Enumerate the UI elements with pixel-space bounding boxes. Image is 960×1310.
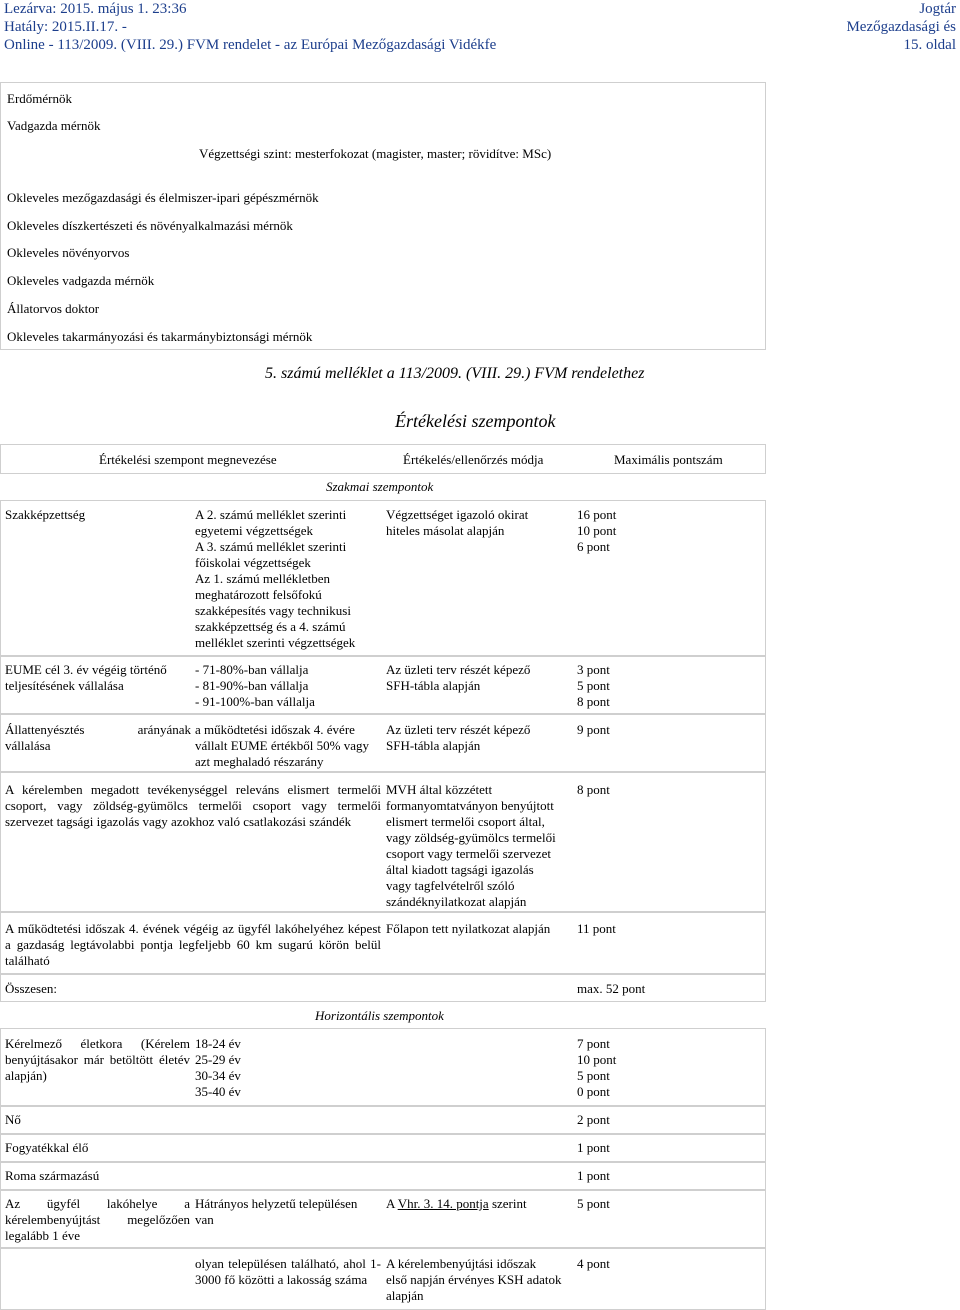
desc-line: meghatározott felsőfokú — [195, 587, 322, 602]
annex-title: 5. számú melléklet a 113/2009. (VIII. 29.) FVM rendelethez — [265, 365, 645, 382]
method-line: formanyomtatványon benyújtott — [386, 798, 554, 813]
desc-line: - 91-100%-ban vállalja — [195, 694, 315, 709]
max-points — [577, 507, 616, 555]
desc-line: a működtetési időszak 4. évére — [195, 722, 355, 737]
qualification-item: Okleveles takarmányozási és takarmánybiztonsági mérnök — [7, 329, 313, 344]
criterion-description — [195, 722, 369, 770]
header-closed-date: Lezárva: 2015. május 1. 23:36 — [4, 1, 187, 17]
table-row-border — [0, 1162, 766, 1190]
method-line: szándéknyilatkozat alapján — [386, 894, 527, 909]
method-line: által kiadott tagsági igazolás — [386, 862, 534, 877]
page-title: Értékelési szempontok — [395, 411, 556, 431]
points-line: 10 pont — [577, 1052, 617, 1067]
method-line: alapján — [386, 1288, 424, 1303]
table-row-border — [0, 1106, 766, 1134]
points-line: 8 pont — [577, 694, 610, 709]
criterion-name: Roma származású — [5, 1168, 100, 1183]
header-page-number: 15. oldal — [903, 37, 956, 53]
desc-line: melléklet szerinti végzettségek — [195, 635, 356, 650]
criterion-name: A kérelemben megadott tevékenységgel releváns elismert termelői csoport, vagy zöldség-gyümölcs termelői csoport vagy termelői szervezet tagsági igazolás vagy azokhoz való csatlakozási szándék — [5, 782, 381, 829]
degree-level-title: Végzettségi szint: mesterfokozat (magister, master; rövidítve: MSc) — [199, 146, 552, 161]
criterion-name: Fogyatékkal élő — [5, 1140, 89, 1155]
max-points: 1 pont — [577, 1168, 610, 1183]
criterion-name: Szakképzettség — [5, 507, 86, 522]
criterion-name: Kérelmező életkora (Kérelem benyújtásakor már betöltött életév alapján) — [5, 1036, 190, 1083]
qualification-item: Erdőmérnök — [7, 91, 72, 106]
desc-line: szakképzettség és a 4. számú — [195, 619, 346, 634]
max-points: 4 pont — [577, 1256, 610, 1271]
evaluation-method — [386, 1256, 561, 1304]
section-professional: Szakmai szempontok — [326, 479, 434, 494]
desc-line: azt meghaladó részarány — [195, 754, 324, 769]
points-line: 3 pont — [577, 662, 610, 677]
header-left — [4, 0, 496, 54]
max-points: 8 pont — [577, 782, 610, 797]
max-points — [577, 1036, 616, 1100]
desc-line: egyetemi végzettségek — [195, 523, 314, 538]
max-points: 11 pont — [577, 921, 616, 936]
method-line: A kérelembenyújtási időszak — [386, 1256, 537, 1271]
desc-line: 25-29 év — [195, 1052, 241, 1067]
criterion-description — [195, 1036, 241, 1100]
points-line: 5 pont — [577, 678, 610, 693]
evaluation-method: Főlapon tett nyilatkozat alapján — [386, 921, 551, 936]
method-suffix: szerint — [488, 1196, 527, 1211]
header-source: Jogtár — [919, 1, 956, 17]
desc-line: 18-24 év — [195, 1036, 241, 1051]
criterion-description — [195, 662, 315, 710]
qualification-item: Okleveles díszkertészeti és növényalkalmazási mérnök — [7, 218, 293, 233]
header-evaluation-method: Értékelés/ellenőrzés módja — [403, 452, 544, 467]
desc-line: 35-40 év — [195, 1084, 241, 1099]
criterion-name: Az ügyfél lakóhelye a kérelembenyújtást megelőzően legalább 1 éve — [5, 1196, 190, 1243]
header-validity: Hatály: 2015.II.17. - — [4, 19, 127, 35]
header-section: Mezőgazdasági és — [846, 19, 956, 35]
points-line: 7 pont — [577, 1036, 610, 1051]
max-points: 5 pont — [577, 1196, 610, 1211]
desc-line: vállalt EUME értékből 50% vagy — [195, 738, 370, 753]
method-line: hiteles másolat alapján — [386, 523, 505, 538]
method-line: vagy zöldség-gyümölcs termelői — [386, 830, 556, 845]
header-document-title: Online - 113/2009. (VIII. 29.) FVM rendelet - az Európai Mezőgazdasági Vidékfe — [4, 37, 497, 53]
table-row-border — [0, 1248, 766, 1310]
points-line: 0 pont — [577, 1084, 610, 1099]
total-label: Összesen: — [5, 981, 57, 996]
qualification-item: Vadgazda mérnök — [7, 118, 101, 133]
method-prefix: A — [386, 1196, 398, 1211]
points-line: 16 pont — [577, 507, 617, 522]
desc-line: - 71-80%-ban vállalja — [195, 662, 309, 677]
header-right — [846, 0, 956, 54]
criterion-description — [195, 507, 375, 651]
header-criterion-name: Értékelési szempont megnevezése — [99, 452, 277, 467]
max-points: 1 pont — [577, 1140, 610, 1155]
points-line: 6 pont — [577, 539, 610, 554]
qualification-item: Okleveles vadgazda mérnök — [7, 273, 155, 288]
name-line: EUME cél 3. év végéig történő — [5, 662, 167, 677]
desc-line: Az 1. számú mellékletben — [195, 571, 331, 586]
desc-line: van — [195, 1212, 214, 1227]
evaluation-method — [386, 722, 530, 754]
method-line: csoport vagy termelői szervezet — [386, 846, 551, 861]
method-line: Az üzleti terv részét képező — [386, 722, 531, 737]
method-line: első napján érvényes KSH adatok — [386, 1272, 562, 1287]
table-row-border — [0, 974, 766, 1002]
method-line: vagy tagfelvételről szóló — [386, 878, 515, 893]
desc-line: 30-34 év — [195, 1068, 241, 1083]
criterion-description: olyan településen található, ahol 1- 3000 fő közötti a lakosság száma — [195, 1256, 381, 1287]
header-max-points: Maximális pontszám — [614, 452, 723, 467]
max-points: 2 pont — [577, 1112, 610, 1127]
evaluation-method — [386, 782, 556, 910]
name-line: arányának — [137, 722, 191, 737]
method-line: Az üzleti terv részét képező — [386, 662, 531, 677]
table-row-border — [0, 1134, 766, 1162]
desc-line: főiskolai végzettségek — [195, 555, 311, 570]
criterion-description — [195, 1196, 357, 1228]
evaluation-method — [386, 1196, 527, 1212]
qualifications-box — [0, 82, 766, 350]
qualification-item: Okleveles mezőgazdasági és élelmiszer-ipari gépészmérnök — [7, 190, 319, 205]
method-line: Végzettséget igazoló okirat — [386, 507, 529, 522]
total-points: max. 52 pont — [577, 981, 646, 996]
points-line: 5 pont — [577, 1068, 610, 1083]
method-line: SFH-tábla alapján — [386, 678, 481, 693]
criterion-name: A működtetési időszak 4. évének végéig az ügyfél lakóhelyéhez képest a gazdaság legtávolabbi pontja legfeljebb 60 km sugarú körön belül található — [5, 921, 381, 968]
document-header — [0, 0, 960, 53]
max-points: 9 pont — [577, 722, 610, 737]
section-horizontal: Horizontális szempontok — [315, 1008, 444, 1023]
desc-line: A 2. számú melléklet szerinti — [195, 507, 347, 522]
method-line: MVH által közzétett — [386, 782, 493, 797]
legal-reference-link[interactable]: Vhr. 3. 14. pontja — [397, 1196, 489, 1211]
desc-line: szakképesítés vagy technikusi — [195, 603, 351, 618]
method-line: elismert termelői csoport által, — [386, 814, 545, 829]
method-line: SFH-tábla alapján — [386, 738, 481, 753]
desc-line: - 81-90%-ban vállalja — [195, 678, 309, 693]
name-line: teljesítésének vállalása — [5, 678, 124, 693]
points-line: 10 pont — [577, 523, 617, 538]
table-row-border — [0, 500, 766, 656]
criterion-name: Nő — [5, 1112, 21, 1127]
evaluation-method — [386, 662, 530, 694]
max-points — [577, 662, 610, 710]
desc-line: Hátrányos helyzetű településen — [195, 1196, 358, 1211]
qualification-item: Okleveles növényorvos — [7, 245, 130, 260]
criterion-name — [5, 662, 191, 694]
qualification-item: Állatorvos doktor — [7, 301, 100, 316]
evaluation-method — [386, 507, 571, 539]
name-line: vállalása — [5, 738, 51, 753]
name-line: Állattenyésztés — [5, 722, 85, 737]
criterion-name — [5, 722, 191, 754]
desc-line: A 3. számú melléklet szerinti — [195, 539, 347, 554]
